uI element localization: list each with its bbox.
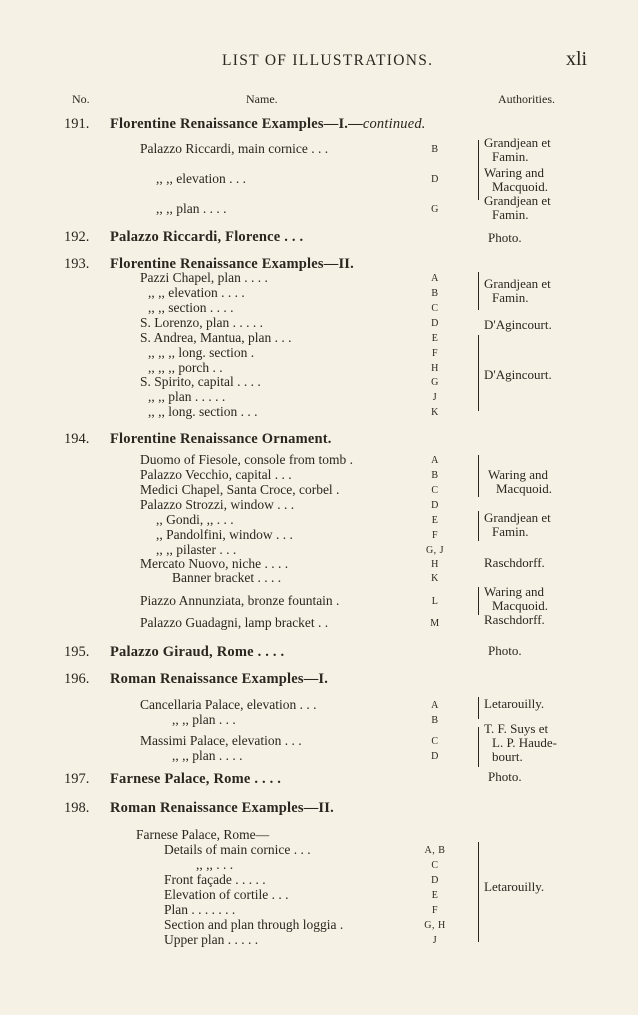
plate-letter: G, H [424,920,446,931]
entry-number: 194. [64,431,90,447]
entry-text: Piazzo Annunziata, bronze fountain . [140,593,340,608]
entry-text: ,, ,, pilaster . . . [156,542,237,557]
entry-number: 193. [64,256,90,272]
plate-letter: B [431,715,439,726]
section-title [110,431,332,448]
authority-brace [478,697,479,719]
plate-letter: K [431,573,439,584]
entry-text: Details of main cornice . . . [164,842,311,857]
entry-text: Farnese Palace, Rome— [136,827,270,842]
authority-text: Raschdorff. [484,612,545,627]
plate-letter: J [432,935,438,946]
entry-text: ,, ,, plan . . . [172,712,236,727]
authority-brace [478,455,479,497]
entry-text: S. Spirito, capital . . . . [140,374,261,389]
plate-letter: F [431,530,439,541]
entry-name [172,570,281,586]
entry-name [172,748,243,764]
column-header-authorities: Authorities. [498,92,555,106]
entry-text: Palazzo Giraud, Rome . . . . [110,644,285,660]
entry-text: Palazzo Vecchio, capital . . . [140,467,292,482]
plate-letter: C [431,860,439,871]
section-title [110,771,281,788]
authority-text: Famin. [492,149,529,164]
entry-text: Massimi Palace, elevation . . . [140,733,302,748]
authority-text: Letarouilly. [484,879,545,894]
plate-letter: J [432,392,438,403]
authority-text: Photo. [488,230,522,245]
authority-text: Famin. [492,524,529,539]
entry-name [164,872,266,888]
plate-letter: B [431,288,439,299]
entry-name [140,615,328,631]
authority-text: Waring and [488,467,548,482]
entry-name [140,467,292,483]
plate-letter: L [431,596,439,607]
plate-letter: C [431,303,439,314]
plate-letter: A [431,273,439,284]
entry-text: ,, Pandolfini, window . . . [156,527,293,542]
plate-letter: G [431,204,439,215]
plate-letter: C [431,485,439,496]
entry-text: ,, ,, plan . . . . [156,201,227,216]
entry-name [140,482,339,498]
entry-name [140,697,317,713]
entry-text: Palazzo Riccardi, Florence . . . [110,229,304,245]
entry-text: Medici Chapel, Santa Croce, corbel . [140,482,340,497]
entry-text: ,, ,, ,, porch . . [148,360,223,375]
entry-name [148,285,245,301]
entry-text: ,, ,, section . . . . [148,300,234,315]
authority-text: Grandjean et [484,510,551,525]
authority-text: Waring and [484,165,544,180]
plate-letter: G, J [425,545,445,556]
authority-text: Grandjean et [484,135,551,150]
entry-text: Roman Renaissance Examples—I. [110,671,329,687]
authority-text: D'Agincourt. [484,317,552,332]
authority-text: Waring and [484,584,544,599]
plate-letter: A [431,700,439,711]
entry-name [140,270,268,286]
entry-number: 191. [64,116,90,132]
entry-name [164,932,258,948]
page-title: LIST OF ILLUSTRATIONS. [222,52,434,69]
plate-letter: D [431,500,439,511]
authority-text: Famin. [492,207,529,222]
entry-name [140,497,294,513]
entry-text: Pazzi Chapel, plan . . . . [140,270,268,285]
authority-text: Macquoid. [492,598,548,613]
entry-name [140,733,302,749]
entry-text: ,, ,, ,, long. section . [148,345,255,360]
authority-brace [478,842,479,942]
authority-brace [478,587,479,615]
entry-name [156,201,227,217]
authority-text: T. F. Suys et [484,721,549,736]
entry-name [148,345,254,361]
entry-text: Cancellaria Palace, elevation . . . [140,697,317,712]
entry-text: ,, ,, long. section . . . [148,404,258,419]
authority-brace [478,140,479,200]
entry-name [172,712,236,728]
plate-letter: D [431,875,439,886]
entry-name [140,374,261,390]
entry-name [196,857,233,873]
entry-text: ,, ,, . . . [196,857,234,872]
entry-text: Mercato Nuovo, niche . . . . [140,556,289,571]
authority-text: Macquoid. [496,481,552,496]
entry-name [164,842,311,858]
entry-text: Section and plan through loggia . [164,917,344,932]
plate-letter: D [431,318,439,329]
entry-name [164,902,235,918]
entry-text: Upper plan . . . . . [164,932,259,947]
entry-number: 197. [64,771,90,787]
entry-name [156,527,293,543]
plate-letter: G [431,377,439,388]
authority-text: Famin. [492,290,529,305]
authority-text: L. P. Haude- [492,735,557,750]
entry-text: Palazzo Riccardi, main cornice . . . [140,141,329,156]
entry-name [140,452,353,468]
entry-name [140,315,263,331]
entry-text: Elevation of cortile . . . [164,887,289,902]
continued-label: continued. [362,116,426,132]
authority-text: Raschdorff. [484,555,545,570]
plate-letter: C [431,736,439,747]
entry-text: Florentine Renaissance Examples—II. [110,256,354,272]
authority-text: Letarouilly. [484,696,545,711]
entry-name [148,300,234,316]
entry-name [148,389,225,405]
entry-name [136,827,269,843]
plate-letter: K [431,407,439,418]
entry-text: Front façade . . . . . [164,872,266,887]
plate-letter: D [431,174,439,185]
authority-brace [478,727,479,767]
entry-text: Florentine Renaissance Examples—I.— [110,116,363,132]
entry-text: Plan . . . . . . . [164,902,236,917]
entry-text: ,, ,, elevation . . . [156,171,246,186]
authority-text: Grandjean et [484,276,551,291]
entry-text: ,, ,, plan . . . . [172,748,243,763]
entry-text: Banner bracket . . . . [172,570,282,585]
plate-letter: H [431,363,439,374]
column-header-name: Name. [246,92,278,106]
plate-letter: M [430,618,440,629]
plate-letter: E [431,515,439,526]
column-header-no: No. [72,92,90,106]
plate-letter: F [431,348,439,359]
section-title [110,671,328,688]
entry-text: Florentine Renaissance Ornament. [110,431,332,447]
entry-number: 198. [64,800,90,816]
entry-number: 195. [64,644,90,660]
entry-name [140,141,328,157]
authority-text: bourt. [492,749,523,764]
entry-text: Farnese Palace, Rome . . . . [110,771,282,787]
entry-text: S. Lorenzo, plan . . . . . [140,315,263,330]
entry-number: 192. [64,229,90,245]
plate-letter: E [431,890,439,901]
entry-name [164,917,343,933]
entry-name [148,404,258,420]
entry-number: 196. [64,671,90,687]
entry-name [140,330,291,346]
authority-text: D'Agincourt. [484,367,552,382]
entry-text: Palazzo Guadagni, lamp bracket . . [140,615,329,630]
authority-text: Grandjean et [484,193,551,208]
entry-name [156,512,234,528]
plate-letter: B [431,470,439,481]
section-title [110,229,303,246]
plate-letter: B [431,144,439,155]
entry-text: ,, Gondi, ,, . . . [156,512,234,527]
entry-text: S. Andrea, Mantua, plan . . . [140,330,292,345]
authority-brace [478,272,479,310]
authority-text: Photo. [488,643,522,658]
entry-text: Duomo of Fiesole, console from tomb . [140,452,353,467]
plate-letter: D [431,751,439,762]
plate-letter: E [431,333,439,344]
plate-letter: F [431,905,439,916]
entry-text: Roman Renaissance Examples—II. [110,800,334,816]
entry-text: ,, ,, plan . . . . . [148,389,226,404]
entry-name [140,593,339,609]
authority-brace [478,335,479,411]
authority-brace [478,511,479,541]
section-title [110,800,334,817]
plate-letter: H [431,559,439,570]
entry-name [164,887,288,903]
section-title [110,644,284,661]
section-title [110,116,426,133]
entry-text: Palazzo Strozzi, window . . . [140,497,295,512]
entry-text: ,, ,, elevation . . . . [148,285,245,300]
plate-letter: A [431,455,439,466]
authority-text: Macquoid. [492,179,548,194]
authority-text: Photo. [488,769,522,784]
entry-name [156,171,246,187]
page-number: xli [566,48,588,70]
plate-letter: A, B [424,845,446,856]
